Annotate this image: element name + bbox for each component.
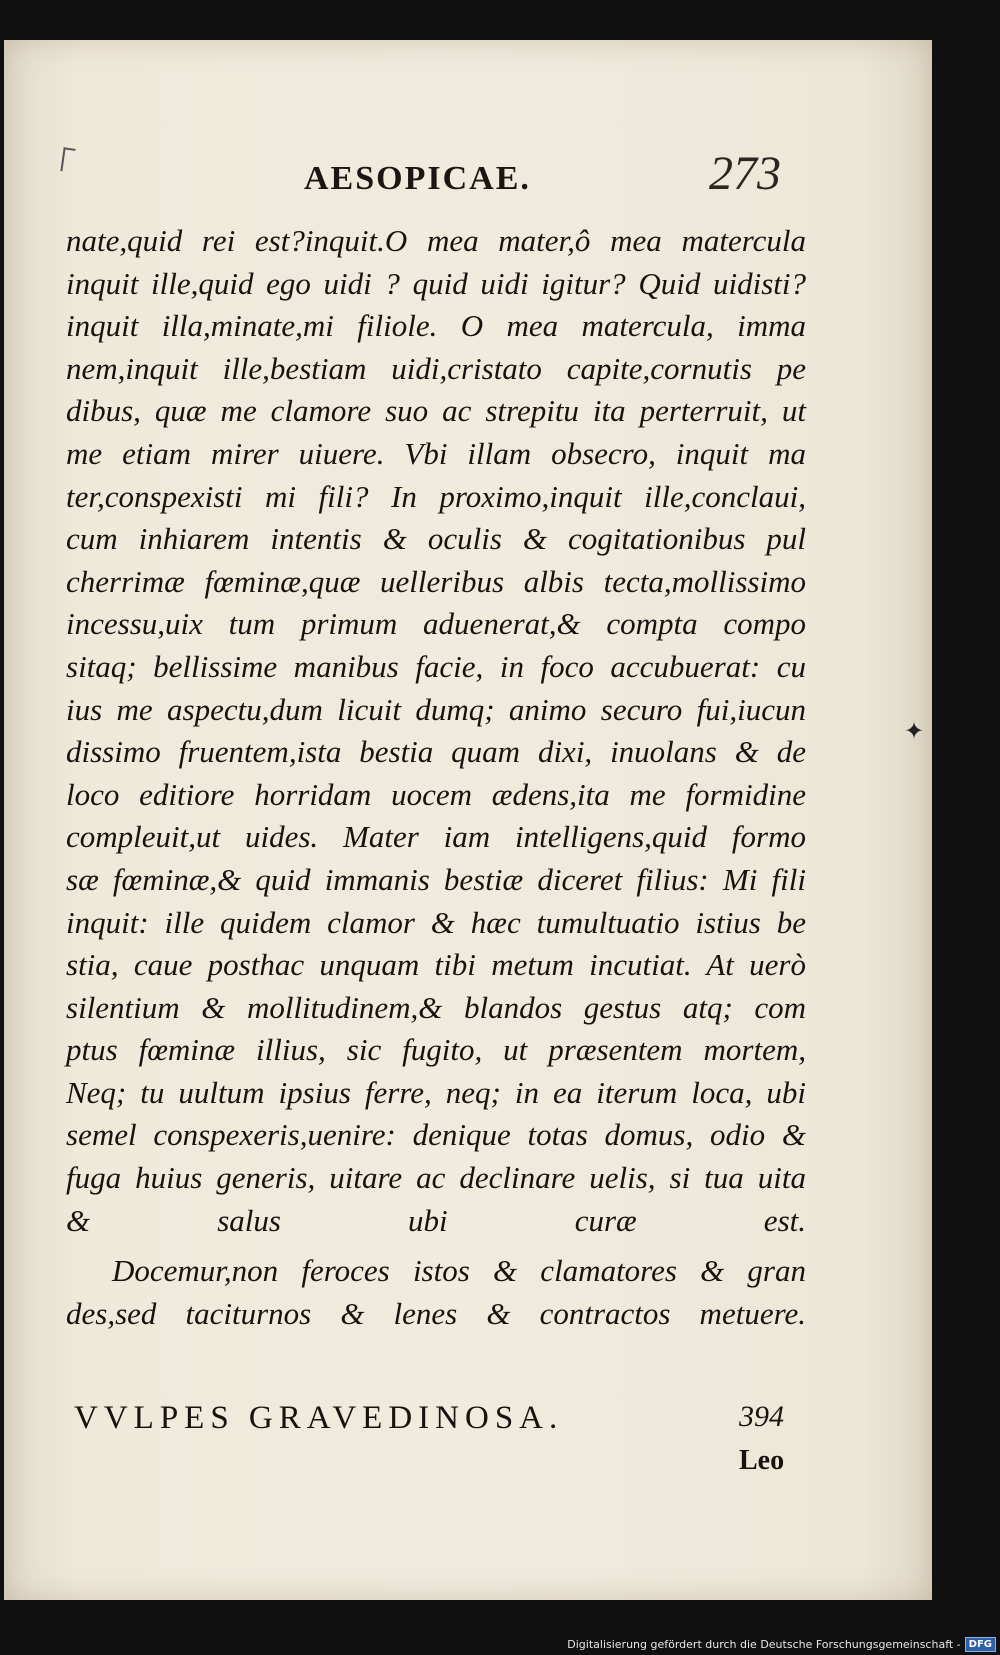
fable-text [66, 220, 806, 1242]
footer-text: Digitalisierung gefördert durch die Deutsche Forschungsgemeinschaft - [567, 1637, 961, 1651]
text-line: fuga huius generis, uitare ac declinare uelis, si tua uita [66, 1160, 806, 1196]
text-line: inquit: ille quidem clamor & hæc tumultuatio istius be [66, 904, 806, 940]
text-line: inquit illa,minate,mi filiole. O mea matercula, imma [66, 308, 806, 344]
text-line: dibus, quæ me clamore suo ac strepitu ita perterruit, ut [66, 393, 806, 429]
text-line: semel conspexeris,uenire: denique totas domus, odio & [66, 1117, 806, 1153]
next-fable-number: 394 [739, 1400, 784, 1433]
page-number: 273 [709, 147, 781, 200]
text-line: incessu,uix tum primum aduenerat,& compta compo [66, 606, 806, 642]
text-line: cherrimæ fœminæ,quæ uelleribus albis tecta,mollissimo [66, 563, 806, 599]
text-line: des,sed taciturnos & lenes & contractos metuere. [66, 1295, 806, 1331]
next-fable-title: VVLPES GRAVEDINOSA. [74, 1400, 564, 1436]
text-line: inquit ille,quid ego uidi ? quid uidi igitur? Quid uidisti? [66, 265, 806, 301]
text-line: stia, caue posthac unquam tibi metum incutiat. At uerò [66, 947, 806, 983]
text-line: me etiam mirer uiuere. Vbi illam obsecro, inquit ma [66, 435, 806, 471]
dfg-logo: DFG [965, 1637, 996, 1652]
text-line: compleuit,ut uides. Mater iam intelligens,quid formo [66, 819, 806, 855]
text-line: sitaq; bellissime manibus facie, in foco accubuerat: cu [66, 648, 806, 684]
text-line: silentium & mollitudinem,& blandos gestus atq; com [66, 989, 806, 1025]
text-line: nem,inquit ille,bestiam uidi,cristato capite,cornutis pe [66, 350, 806, 386]
book-page [4, 40, 932, 1600]
text-line: dissimo fruentem,ista bestia quam dixi, inuolans & de [66, 734, 806, 770]
moral-text [66, 1250, 806, 1335]
text-line: loco editiore horridam uocem ædens,ita me formidine [66, 776, 806, 812]
text-line: Neq; tu uultum ipsius ferre, neq; in ea iterum loca, ubi [66, 1074, 806, 1110]
margin-mark: ✦ [904, 717, 925, 745]
text-line: Docemur,non feroces istos & clamatores & gran [112, 1253, 806, 1289]
text-line: nate,quid rei est?inquit.O mea mater,ô mea matercula [66, 223, 806, 258]
catchword: Leo [739, 1445, 785, 1476]
text-line: & salus ubi curæ est. [66, 1202, 806, 1238]
text-line: cum inhiarem intentis & oculis & cogitationibus pul [66, 521, 806, 557]
body-text [66, 220, 806, 1335]
text-line: sæ fœminæ,& quid immanis bestiæ diceret filius: Mi fili [66, 861, 806, 897]
text-line: ius me aspectu,dum licuit dumq; animo securo fui,iucun [66, 691, 806, 727]
corner-mark [60, 147, 75, 172]
digitization-footer [567, 1635, 996, 1653]
running-head: AESOPICAE. [304, 160, 531, 197]
text-line: ter,conspexisti mi fili? In proximo,inquit ille,conclaui, [66, 478, 806, 514]
page-header [4, 118, 932, 200]
text-line: ptus fœminæ illius, sic fugito, ut præsentem mortem, [66, 1032, 806, 1068]
